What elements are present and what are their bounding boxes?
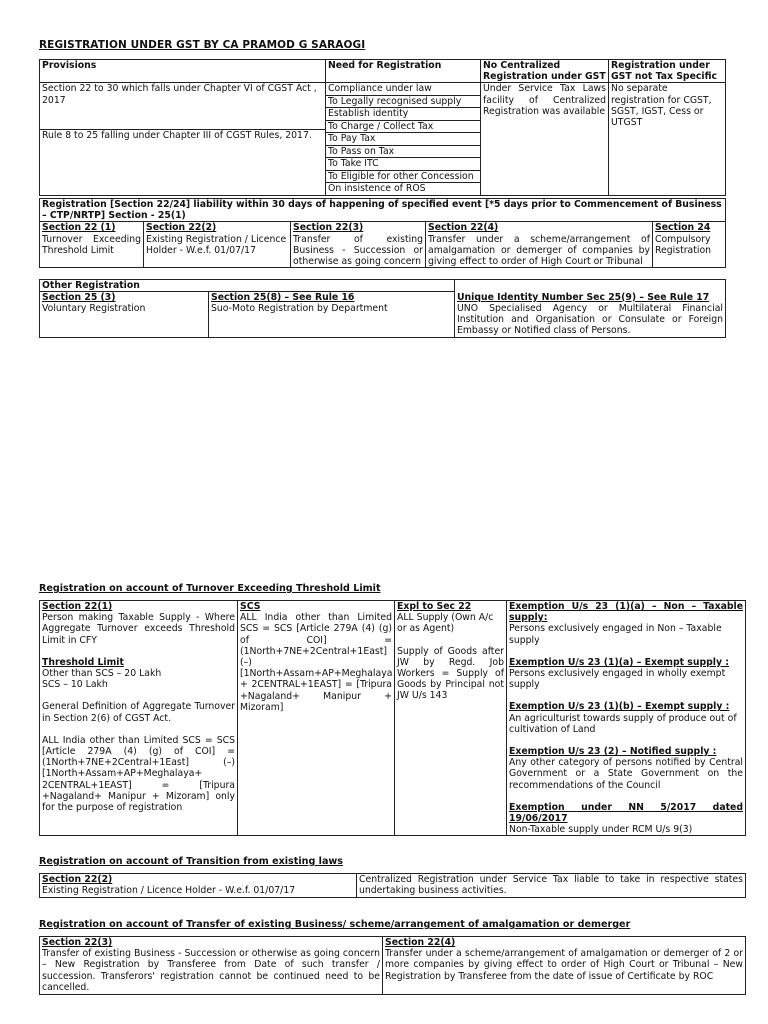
section-22-2-text: Existing Registration / Licence Holder - W.e.f. 01/07/17 (146, 233, 287, 256)
provisions-table (39, 59, 726, 196)
section-24-title: Section 24 (655, 222, 711, 234)
section-22-3-title: Section 22(3) (293, 222, 364, 234)
need-item: To Eligible for other Concession (326, 171, 480, 184)
exemption-2-title: Exemption U/s 23 (1)(a) – Exempt supply : (509, 656, 729, 668)
scs-text: ALL India other than Limited SCS = SCS [Article 279A (4) (g) of COI] = (1North+7NE+2Central+1East] (–) [1North+Assam+AP+Meghalaya + 2CENTRAL+1EAST] = [Tripura +Nagaland+ Manipur + Mizoram] (240, 612, 393, 713)
header-need-for-registration: Need for Registration (326, 60, 481, 83)
section-24-cell (653, 222, 726, 268)
expl-sec-22-title: Expl to Sec 22 (397, 601, 472, 612)
turnover-section-title: Registration on account of Turnover Exceeding Threshold Limit (39, 583, 381, 594)
section-22-1-cell (40, 222, 144, 268)
transfer-table (39, 936, 746, 995)
transfer-22-3-text: Transfer of existing Business - Succession or otherwise as going concern – New Registration by Transferee from Date of such transfer / succession. Transferors' registration cannot be continued need to be cancelled. (42, 948, 380, 993)
transfer-section-22-3-cell (40, 937, 383, 995)
section-22-4-text: Transfer under a scheme/arrangement of amalgamation or demerger of companies by giving effect to order of High Court or Tribunal (428, 233, 650, 268)
aggregate-turnover-definition: General Definition of Aggregate Turnover in Section 2(6) of CGST Act. (42, 701, 235, 724)
header-provisions: Provisions (40, 60, 326, 83)
section-25-9-title: Unique Identity Number Sec 25(9) – See Rule 17 (457, 291, 710, 303)
need-item: To Take ITC (326, 158, 480, 171)
other-registration-table (39, 279, 726, 338)
other-registration-heading: Other Registration (40, 280, 455, 292)
threshold-limit-other: Other than SCS – 20 Lakh (42, 668, 162, 680)
turnover-22-1-title: Section 22(1) (42, 601, 113, 612)
exemption-2-text: Persons exclusively engaged in wholly exempt supply (509, 668, 726, 691)
exemption-4-title: Exemption U/s 23 (2) – Notified supply : (509, 746, 717, 758)
section-22-2-cell (144, 222, 291, 268)
exemption-3-text: An agriculturist towards supply of produce out of cultivation of Land (509, 712, 737, 735)
need-item: On insistence of ROS (328, 183, 426, 195)
transition-22-2-text: Existing Registration / Licence Holder - W.e.f. 01/07/17 (42, 885, 296, 897)
section-22-3-cell (291, 222, 426, 268)
transition-section-22-2-cell (40, 874, 357, 898)
need-item: To Pay Tax (326, 133, 480, 146)
transition-table (39, 873, 746, 898)
transition-22-2-title: Section 22(2) (42, 874, 113, 885)
need-item: To Pass on Tax (326, 146, 480, 159)
section-22-3-text: Transfer of existing Business - Succession or otherwise as going concern (293, 233, 423, 268)
transition-section-title: Registration on account of Transition from existing laws (39, 856, 344, 867)
transfer-22-4-title: Section 22(4) (385, 937, 456, 948)
need-item: To Charge / Collect Tax (326, 121, 480, 134)
transfer-22-3-title: Section 22(3) (42, 937, 113, 948)
need-item: Establish identity (326, 108, 480, 121)
not-tax-specific-cell: No separate registration for CGST, SGST, IGST, Cess or UTGST (609, 83, 726, 196)
need-item: To Legally recognised supply (326, 96, 480, 109)
provisions-cell (40, 83, 326, 196)
scs-definition-text: ALL India other than Limited SCS = SCS [Article 279A (4) (g) of COI] = (1North+7NE+2Central+1East] (–) [1North+Assam+AP+Meghalaya+ 2CENTRAL+1EAST] = [Tripura +Nagaland+ Manipur + Mizoram] only for the purpose of registration (42, 734, 235, 814)
section-25-8-cell (209, 292, 455, 338)
turnover-table (39, 600, 746, 836)
section-25-8-title: Section 25(8) – See Rule 16 (211, 292, 355, 304)
registration-liability-table (39, 198, 726, 268)
turnover-col-exemptions (507, 601, 746, 836)
exemption-4-text: Any other category of persons notified by Central Government or a State Government on the recommendations of the Council (509, 757, 743, 791)
document-title: REGISTRATION UNDER GST BY CA PRAMOD G SARAOGI (39, 39, 366, 51)
section-25-3-title: Section 25 (3) (42, 292, 116, 304)
need-item: Compliance under law (326, 83, 480, 96)
liability-heading: Registration [Section 22/24] liability within 30 days of happening of specified event [*5 days prior to Commencement of Business – CTP/NRTP] Section - 25(1) (40, 199, 726, 222)
expl-sec-22-text2: Supply of Goods after JW by Regd. Job Workers = Supply of Goods by Principal not JW U/s 143 (397, 645, 504, 702)
header-not-tax-specific: Registration under GST not Tax Specific (609, 60, 726, 83)
transfer-section-title: Registration on account of Transfer of existing Business/ scheme/arrangement of amalgamation or demerger (39, 919, 631, 930)
section-25-3-cell (40, 292, 209, 338)
section-25-9-text: UNO Specialised Agency or Multilateral Financial Institution and Organisation or Consulate or Foreign Embassy or Notified class of Persons. (457, 302, 723, 337)
threshold-limit-scs: SCS – 10 Lakh (42, 679, 108, 691)
exemption-1-text: Persons exclusively engaged in Non – Taxable supply (509, 623, 722, 646)
section-22-1-text: Turnover Exceeding Threshold Limit (42, 233, 141, 256)
expl-sec-22-text1: ALL Supply (Own A/c or as Agent) (397, 612, 494, 635)
no-centralized-cell: Under Service Tax Laws facility of Centralized Registration was available (481, 83, 609, 196)
section-22-4-title: Section 22(4) (428, 222, 499, 234)
provision-item: Section 22 to 30 which falls under Chapter VI of CGST Act , 2017 (42, 83, 317, 106)
exemption-5-title: Exemption under NN 5/2017 dated 19/06/2017 (509, 801, 743, 825)
section-25-9-cell (455, 292, 726, 338)
exemption-5-text: Non-Taxable supply under RCM U/s 9(3) (509, 824, 693, 836)
transfer-22-4-text: Transfer under a scheme/arrangement of amalgamation or demerger of 2 or more companies by giving effect to order of High Court or Tribunal – New Registration by Transferee from the date of issue of Certificate by ROC (385, 948, 743, 982)
exemption-3-title: Exemption U/s 23 (1)(b) – Exempt supply : (509, 701, 730, 713)
exemption-1-title: Exemption U/s 23 (1)(a) – Non – Taxable supply: (509, 601, 743, 624)
turnover-22-1-text: Person making Taxable Supply - Where Aggregate Turnover exceeds Threshold Limit in CFY (42, 612, 235, 646)
transfer-section-22-4-cell (383, 937, 746, 995)
header-no-centralized: No Centralized Registration under GST (481, 60, 609, 83)
section-25-3-text: Voluntary Registration (42, 303, 146, 315)
section-25-8-text: Suo-Moto Registration by Department (211, 303, 388, 315)
provision-item: Rule 8 to 25 falling under Chapter III of CGST Rules, 2017. (40, 129, 325, 188)
turnover-col-section-22-1 (40, 601, 238, 836)
turnover-col-expl (395, 601, 507, 836)
section-22-1-title: Section 22 (1) (42, 222, 116, 234)
transition-centralized-cell: Centralized Registration under Service Tax liable to take in respective states undertaking business activities. (357, 874, 746, 898)
section-22-2-title: Section 22(2) (146, 222, 217, 234)
section-22-4-cell (426, 222, 653, 268)
turnover-col-scs (238, 601, 395, 836)
need-list-cell (326, 83, 481, 196)
section-24-text: Compulsory Registration (655, 233, 712, 256)
threshold-limit-title: Threshold Limit (42, 656, 124, 668)
scs-title: SCS (240, 601, 261, 612)
other-registration-heading-blank (455, 280, 726, 292)
